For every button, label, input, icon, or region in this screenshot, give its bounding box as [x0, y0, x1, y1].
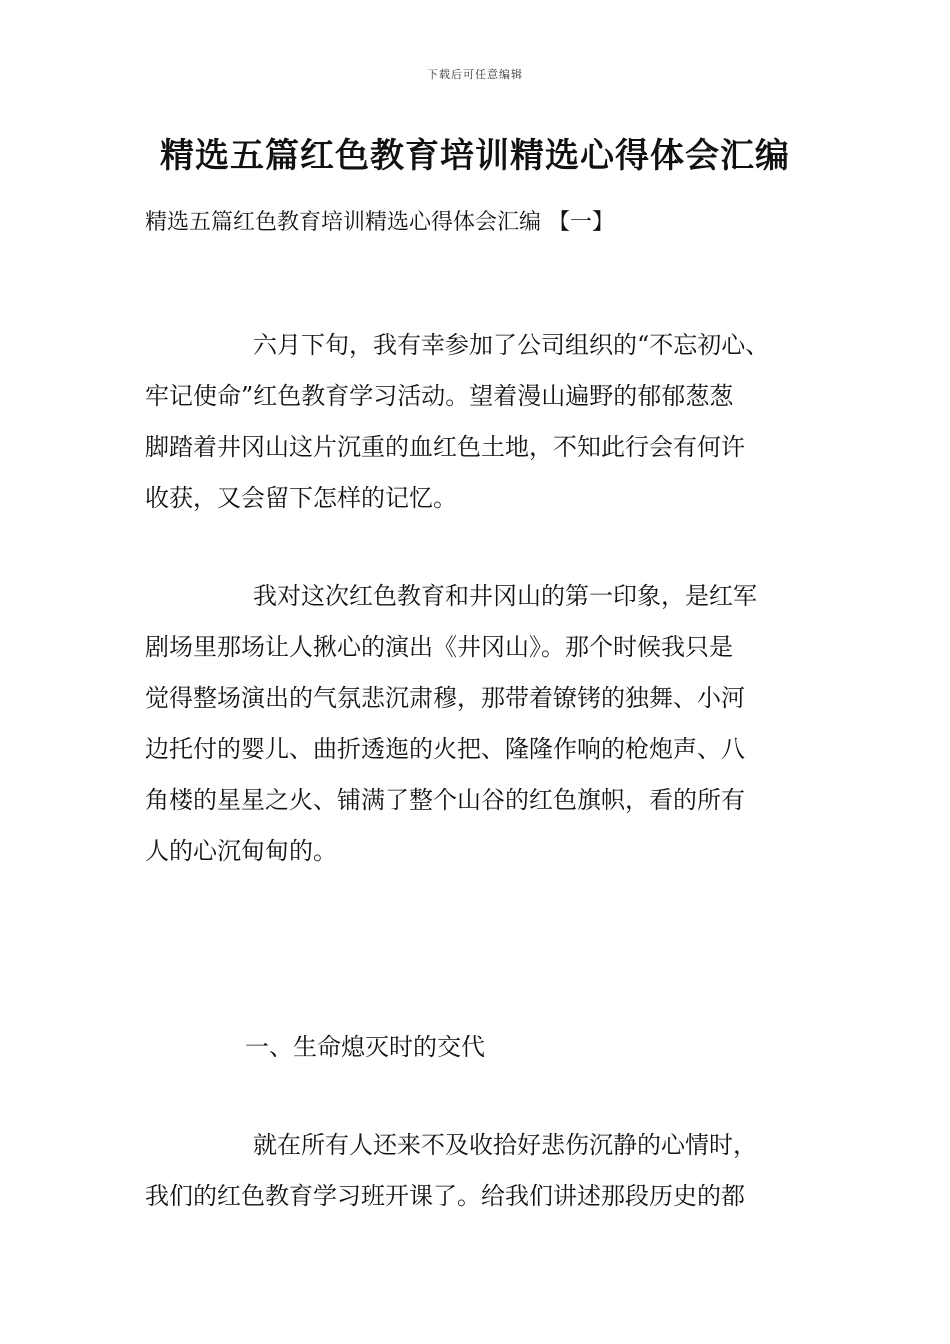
document-title: 精选五篇红色教育培训精选心得体会汇编 [160, 136, 790, 176]
paragraph-line: 我们的红色教育学习班开课了。给我们讲述那段历史的都 [145, 1182, 745, 1210]
paragraph-line: 收获，又会留下怎样的记忆。 [145, 484, 457, 512]
header-note: 下载后可任意编辑 [427, 68, 523, 81]
paragraph-line: 我对这次红色教育和井冈山的第一印象，是红军 [253, 582, 757, 610]
paragraph-1 [145, 320, 815, 524]
paragraph-line: 牢记使命”红色教育学习活动。望着漫山遍野的郁郁葱葱 [145, 382, 734, 410]
section-heading: 一、生命熄灭时的交代 [245, 1033, 485, 1061]
paragraph-line: 剧场里那场让人揪心的演出《井冈山》。那个时候我只是 [145, 633, 733, 661]
paragraph-line: 角楼的星星之火、铺满了整个山谷的红色旗帜，看的所有 [145, 786, 745, 814]
paragraph-line: 觉得整场演出的气氛悲沉肃穆，那带着镣铐的独舞、小河 [145, 684, 745, 712]
paragraph-2 [145, 571, 815, 877]
paragraph-line: 六月下旬，我有幸参加了公司组织的“不忘初心、 [253, 331, 770, 359]
section-subtitle: 精选五篇红色教育培训精选心得体会汇编 【一】 [145, 210, 614, 235]
paragraph-3 [145, 1120, 815, 1222]
paragraph-line: 人的心沉甸甸的。 [145, 837, 337, 865]
paragraph-line: 脚踏着井冈山这片沉重的血红色土地，不知此行会有何许 [145, 433, 745, 461]
paragraph-line: 就在所有人还来不及收拾好悲伤沉静的心情时， [253, 1131, 757, 1159]
paragraph-line: 边托付的婴儿、曲折透迤的火把、隆隆作响的枪炮声、八 [145, 735, 745, 763]
